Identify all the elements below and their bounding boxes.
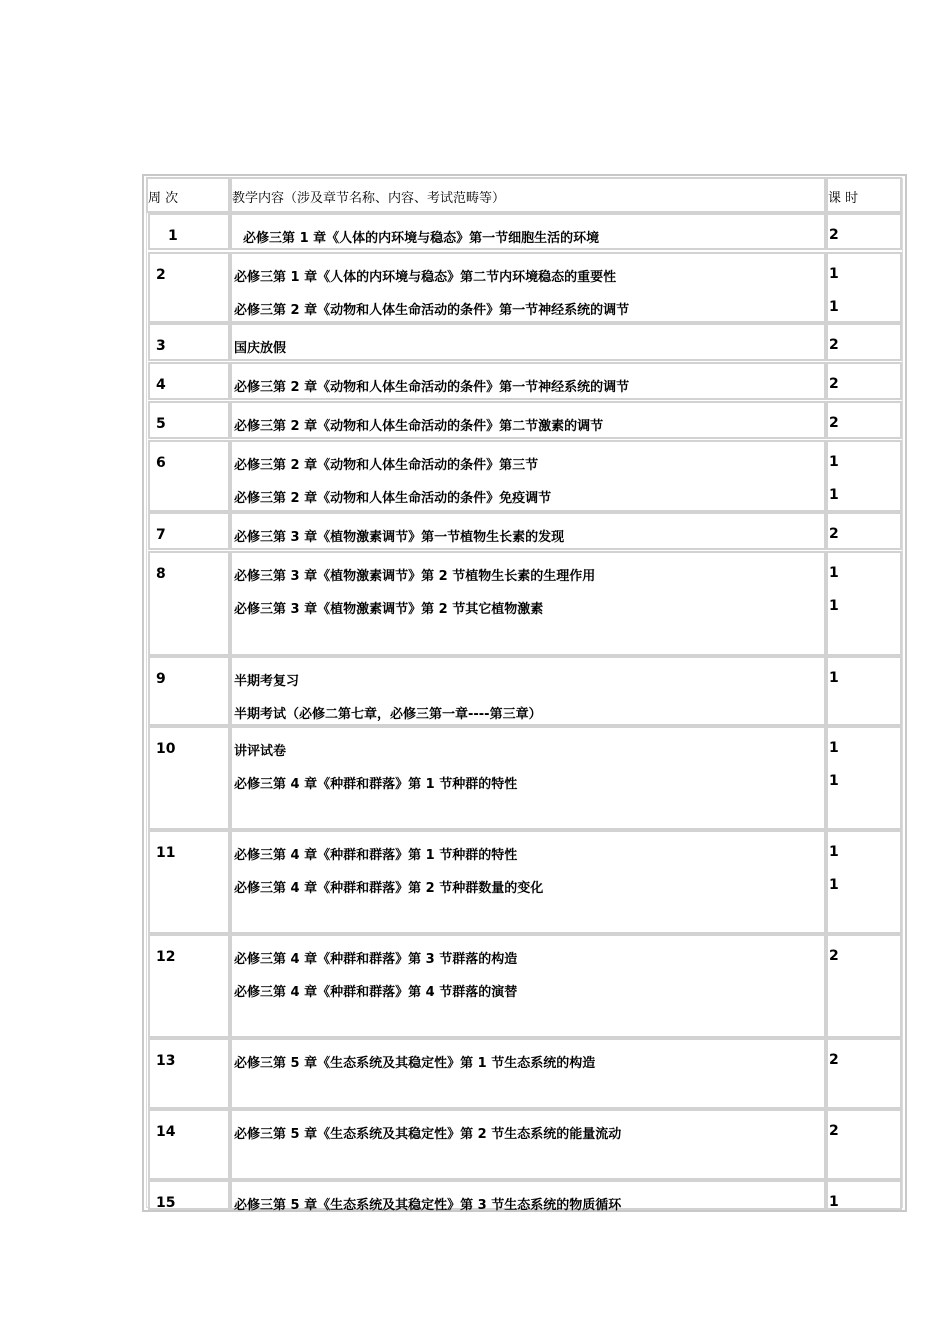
header-week-label: 周 次 <box>148 191 179 206</box>
content-line: 必修三第 3 章《植物激素调节》第 2 节其它植物激素 <box>234 602 544 617</box>
week-number: 6 <box>156 455 166 471</box>
table-row <box>146 934 902 1038</box>
content-line: 必修三第 2 章《动物和人体生命活动的条件》第一节神经系统的调节 <box>234 303 630 318</box>
hours-value: 2 <box>829 376 839 392</box>
content-cell <box>230 213 826 250</box>
content-cell <box>230 1109 826 1180</box>
hours-cell <box>826 252 902 323</box>
hours-cell <box>826 934 902 1038</box>
content-line: 必修三第 4 章《种群和群落》第 1 节种群的特性 <box>234 848 518 863</box>
content-cell <box>230 252 826 323</box>
week-cell <box>148 512 230 550</box>
week-number: 10 <box>156 741 176 757</box>
table-row <box>146 362 902 400</box>
table-row <box>146 512 902 550</box>
content-line: 必修三第 2 章《动物和人体生命活动的条件》第一节神经系统的调节 <box>234 380 630 395</box>
week-cell <box>148 213 230 250</box>
table-row <box>146 323 902 361</box>
hours-cell <box>826 323 902 361</box>
week-cell <box>148 252 230 323</box>
header-content-label: 教学内容（涉及章节名称、内容、考试范畴等） <box>232 191 506 206</box>
week-number: 2 <box>156 267 166 283</box>
hours-value: 1 <box>829 844 839 860</box>
content-cell <box>230 362 826 400</box>
content-line: 必修三第 2 章《动物和人体生命活动的条件》第二节激素的调节 <box>234 419 604 434</box>
week-number: 13 <box>156 1053 176 1069</box>
week-cell <box>148 440 230 512</box>
content-line: 必修三第 5 章《生态系统及其稳定性》第 3 节生态系统的物质循环 <box>234 1198 622 1213</box>
content-line: 必修三第 3 章《植物激素调节》第 2 节植物生长素的生理作用 <box>234 569 596 584</box>
week-number: 8 <box>156 566 166 582</box>
hours-cell <box>826 362 902 400</box>
hours-value: 2 <box>829 948 839 964</box>
table-row <box>146 1109 902 1180</box>
content-cell <box>230 551 826 656</box>
week-cell <box>148 934 230 1038</box>
week-number: 12 <box>156 949 176 965</box>
content-line: 必修三第 1 章《人体的内环境与稳态》第一节细胞生活的环境 <box>234 231 600 246</box>
table-row <box>146 726 902 830</box>
week-number: 1 <box>168 228 178 244</box>
week-cell <box>148 656 230 726</box>
hours-value: 2 <box>829 227 839 243</box>
hours-value: 1 <box>829 670 839 686</box>
table-header-row <box>146 177 902 213</box>
hours-cell <box>826 551 902 656</box>
hours-value: 2 <box>829 415 839 431</box>
content-cell <box>230 1038 826 1109</box>
week-cell <box>148 830 230 934</box>
hours-value: 2 <box>829 1052 839 1068</box>
hours-value: 1 <box>829 740 839 756</box>
content-line: 必修三第 4 章《种群和群落》第 2 节种群数量的变化 <box>234 881 544 896</box>
content-cell <box>230 726 826 830</box>
week-number: 3 <box>156 338 166 354</box>
table-row <box>146 830 902 934</box>
content-line: 必修三第 2 章《动物和人体生命活动的条件》第三节 <box>234 458 539 473</box>
hours-value: 1 <box>829 487 839 503</box>
content-cell <box>230 830 826 934</box>
hours-value: 1 <box>829 454 839 470</box>
week-number: 15 <box>156 1195 176 1211</box>
week-cell <box>148 1180 230 1210</box>
table-row <box>146 213 902 250</box>
hours-value: 1 <box>829 773 839 789</box>
header-week-cell <box>146 177 230 213</box>
content-line: 必修三第 4 章《种群和群落》第 3 节群落的构造 <box>234 952 518 967</box>
table-row <box>146 551 902 656</box>
week-number: 5 <box>156 416 166 432</box>
hours-value: 1 <box>829 877 839 893</box>
week-number: 14 <box>156 1124 176 1140</box>
header-hours-cell <box>826 177 902 213</box>
week-cell <box>148 401 230 439</box>
table-row <box>146 656 902 726</box>
content-line: 国庆放假 <box>234 341 287 356</box>
table-row <box>146 401 902 439</box>
hours-value: 2 <box>829 1123 839 1139</box>
content-line: 必修三第 3 章《植物激素调节》第一节植物生长素的发现 <box>234 530 565 545</box>
header-hours-label: 课 时 <box>828 191 859 206</box>
table-row <box>146 1180 902 1213</box>
hours-value: 1 <box>829 299 839 315</box>
week-cell <box>148 1109 230 1180</box>
content-cell <box>230 1180 826 1213</box>
content-line: 必修三第 1 章《人体的内环境与稳态》第二节内环境稳态的重要性 <box>234 270 617 285</box>
week-number: 9 <box>156 671 166 687</box>
hours-value: 2 <box>829 337 839 353</box>
header-content-cell <box>230 177 826 213</box>
content-cell <box>230 323 826 361</box>
hours-value: 1 <box>829 266 839 282</box>
hours-cell <box>826 1038 902 1109</box>
content-cell <box>230 934 826 1038</box>
hours-cell <box>826 512 902 550</box>
hours-cell <box>826 656 902 726</box>
week-cell <box>148 551 230 656</box>
content-line: 必修三第 2 章《动物和人体生命活动的条件》免疫调节 <box>234 491 552 506</box>
hours-cell <box>826 726 902 830</box>
hours-value: 1 <box>829 1194 839 1210</box>
content-line: 讲评试卷 <box>234 744 287 759</box>
hours-cell <box>826 1109 902 1180</box>
week-number: 7 <box>156 527 166 543</box>
content-cell <box>230 401 826 439</box>
hours-value: 2 <box>829 526 839 542</box>
week-cell <box>148 726 230 830</box>
content-line: 必修三第 5 章《生态系统及其稳定性》第 2 节生态系统的能量流动 <box>234 1127 622 1142</box>
hours-cell <box>826 830 902 934</box>
week-number: 11 <box>156 845 176 861</box>
content-cell <box>230 512 826 550</box>
week-cell <box>148 323 230 361</box>
week-cell <box>148 1038 230 1109</box>
hours-cell <box>826 440 902 512</box>
content-line: 必修三第 5 章《生态系统及其稳定性》第 1 节生态系统的构造 <box>234 1056 596 1071</box>
content-cell <box>230 440 826 512</box>
week-number: 4 <box>156 377 166 393</box>
table-row <box>146 1038 902 1109</box>
hours-value: 1 <box>829 598 839 614</box>
content-line: 必修三第 4 章《种群和群落》第 1 节种群的特性 <box>234 777 518 792</box>
content-line: 半期考复习 <box>234 674 300 689</box>
content-line: 半期考试（必修二第七章，必修三第一章----第三章） <box>234 707 542 722</box>
table-row <box>146 440 902 512</box>
content-cell <box>230 656 826 726</box>
hours-cell <box>826 1180 902 1210</box>
hours-cell <box>826 213 902 250</box>
table-row <box>146 252 902 323</box>
content-line: 必修三第 4 章《种群和群落》第 4 节群落的演替 <box>234 985 518 1000</box>
week-cell <box>148 362 230 400</box>
hours-value: 1 <box>829 565 839 581</box>
hours-cell <box>826 401 902 439</box>
